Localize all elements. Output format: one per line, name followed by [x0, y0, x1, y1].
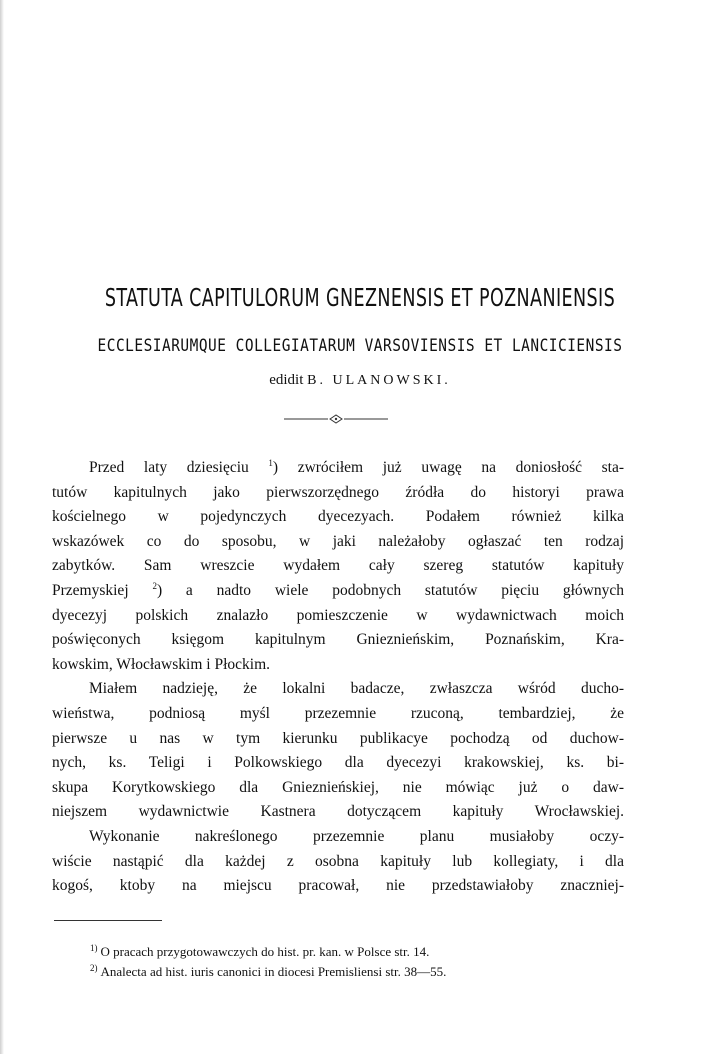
body-line-text: Miałem nadzieję, że lokalni badacze, zwłaszcza wśród ducho-	[89, 680, 624, 698]
body-line-text: kowskim, Włocławskim i Płockim.	[52, 655, 270, 673]
body-line	[52, 702, 624, 727]
body-line	[52, 554, 624, 579]
footnote-ref: 1	[268, 457, 273, 468]
body-line	[52, 530, 624, 555]
body-line	[52, 874, 624, 899]
editor-line	[0, 372, 720, 389]
body-line-text: nych, ks. Teligi i Polkowskiego dla dyecezyi krakowskiej, ks. bi-	[52, 754, 624, 772]
body-line	[52, 481, 624, 506]
title-sub: ECCLESIARUMQUE COLLEGIATARUM VARSOVIENSIS ET LANCICIENSIS	[97, 336, 623, 356]
body-line	[52, 850, 624, 875]
footnote-text: O pracach przygotowawczych do hist. pr. kan. w Polsce str. 14.	[100, 944, 430, 959]
title-main: STATUTA CAPITULORUM GNEZNENSIS ET POZNANIENSIS	[104, 283, 616, 312]
body-line	[52, 751, 624, 776]
body-line	[52, 604, 624, 629]
body-line-text: Przemyskiej	[52, 581, 153, 599]
body-line-text: poświęconych księgom kapitulnym Gnieznieńskim, Poznańskim, Kra-	[52, 631, 624, 649]
body-line	[52, 677, 624, 702]
body-line-text: wskazówek co do sposobu, w jaki należałoby ogłaszać ten rodzaj	[52, 532, 624, 550]
body-line-text: zabytków. Sam wreszcie wydałem cały szereg statutów kapituły	[52, 557, 624, 575]
footnote	[90, 962, 630, 982]
body-line-text: Przed laty dziesięciu	[89, 459, 269, 476]
page-edge-shadow	[0, 0, 4, 1054]
body-line	[52, 579, 624, 604]
body-line	[52, 825, 624, 850]
body-line-text-cont: ) a nadto wiele podobnych statutów pięciu głównych	[156, 581, 625, 599]
body-line	[52, 456, 624, 481]
footnote-mark: 1)	[90, 942, 98, 953]
editor-name: B. ULANOWSKI.	[307, 373, 451, 388]
body-line	[52, 800, 624, 825]
edidit-label: edidit	[269, 372, 304, 388]
body-line-text: kościelnego w pojedynczych dyecezyach. Podałem również kilka	[52, 508, 624, 526]
body-line	[52, 727, 624, 752]
body-line	[52, 653, 624, 678]
body-line-text: niejszem wydawnictwie Kastnera dotyczącem kapituły Wrocławskiej.	[52, 803, 624, 821]
body-line	[52, 776, 624, 801]
footnote-ref: 2	[152, 580, 157, 591]
body-line	[52, 505, 624, 530]
body-line-text: kogoś, ktoby na miejscu pracował, nie przedstawiałoby znaczniej-	[52, 877, 624, 895]
body-line-text: wieństwa, podniosą myśl przezemnie rzuconą, tembardziej, że	[52, 704, 624, 722]
footnote-mark: 2)	[90, 962, 98, 973]
footnotes	[90, 942, 630, 982]
body-line	[52, 628, 624, 653]
body-line-text: skupa Korytkowskiego dla Gnieznieńskiej, nie mówiąc już o daw-	[52, 778, 624, 796]
footnote-text: Analecta ad hist. iuris canonici in diocesi Premisliensi str. 38—55.	[100, 964, 447, 979]
footnote-rule	[54, 920, 162, 921]
body-line-text: dyecezyj polskich znalazło pomieszczenie w wydawnictwach moich	[52, 606, 624, 624]
ornament-divider	[284, 412, 388, 426]
body-line-text: pierwsze u nas w tym kierunku publikacye pochodzą od duchow-	[52, 729, 624, 747]
body-line-text: tutów kapitulnych jako pierwszorzędnego źródła do historyi prawa	[52, 483, 624, 501]
body-line-text: Wykonanie nakreślonego przezemnie planu musiałoby oczy-	[89, 827, 624, 845]
body-line-text: wiście nastąpić dla każdej z osobna kapituły lub kollegiaty, i dla	[52, 852, 624, 870]
footnote	[90, 942, 630, 962]
body-line-text-cont: ) zwróciłem już uwagę na doniosłość sta-	[272, 459, 624, 476]
body-text	[52, 456, 624, 899]
